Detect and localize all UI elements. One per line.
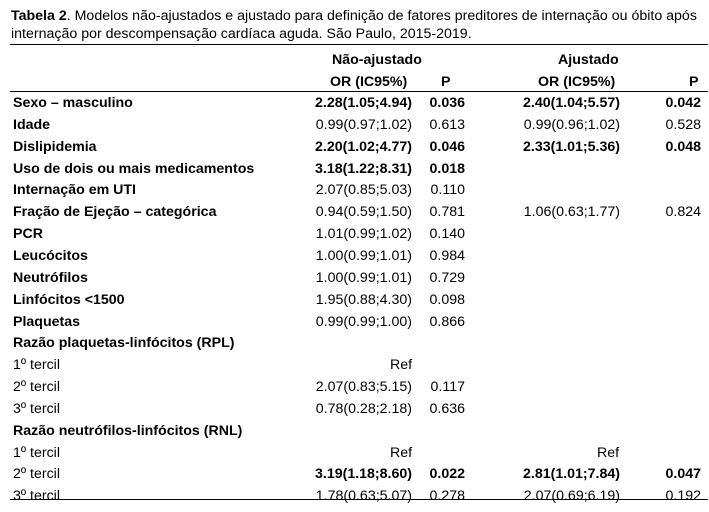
table-row [0, 223, 709, 245]
or-unadjusted: 2.07(0.83;5.15) [315, 379, 412, 396]
row-label: 1º tercil [13, 444, 60, 461]
p-unadjusted: 0.018 [429, 160, 465, 177]
header-p-unadjusted: P [441, 74, 451, 90]
row-label: 3º tercil [13, 400, 60, 417]
table-row [0, 201, 709, 223]
or-unadjusted: 0.99(0.99;1.00) [315, 313, 412, 330]
ref-unadjusted: Ref [390, 357, 413, 374]
or-adjusted: 2.40(1.04;5.57) [522, 95, 620, 111]
table-row [0, 92, 709, 114]
or-adjusted: 0.99(0.96;1.02) [523, 116, 620, 133]
or-unadjusted: 1.01(0.99;1.02) [315, 226, 412, 243]
row-label: Idade [13, 116, 51, 133]
or-unadjusted: 3.19(1.18;8.60) [314, 466, 412, 483]
table-row [0, 420, 709, 442]
p-unadjusted: 0.984 [429, 247, 465, 264]
row-label: Uso de dois ou mais medicamentos [13, 160, 255, 177]
header-row-columns [0, 71, 709, 93]
table-row [0, 354, 709, 376]
table-row [0, 245, 709, 267]
p-unadjusted: 0.098 [429, 291, 465, 308]
or-adjusted: 1.06(0.63;1.77) [523, 204, 620, 221]
top-rule [10, 44, 708, 45]
or-unadjusted: 3.18(1.22;8.31) [314, 160, 412, 177]
row-label: 2º tercil [13, 466, 60, 483]
or-unadjusted: 1.00(0.99;1.01) [315, 247, 412, 264]
row-label: PCR [13, 226, 43, 243]
header-unadjusted: Não-ajustado [332, 52, 422, 68]
p-unadjusted: 0.636 [429, 400, 465, 417]
row-label: Linfócitos <1500 [13, 291, 125, 308]
table-row [0, 442, 709, 464]
table-row [0, 289, 709, 311]
or-unadjusted: 1.78(0.63;5.07) [315, 488, 412, 505]
header-or-adjusted: OR (IC95%) [538, 74, 616, 90]
or-adjusted: 2.33(1.01;5.36) [522, 138, 620, 155]
table-row [0, 485, 709, 507]
ref-adjusted: Ref [597, 444, 620, 461]
or-adjusted: 2.81(1.01;7.84) [522, 466, 620, 483]
table-row [0, 114, 709, 136]
row-label: Plaquetas [13, 313, 81, 330]
table-row [0, 398, 709, 420]
p-unadjusted: 0.278 [429, 488, 465, 505]
p-unadjusted: 0.140 [429, 226, 465, 243]
row-label: 1º tercil [13, 357, 60, 374]
table-row [0, 158, 709, 180]
row-label: Razão neutrófilos-linfócitos (RNL) [13, 422, 243, 439]
p-unadjusted: 0.866 [429, 313, 465, 330]
header-adjusted: Ajustado [558, 52, 619, 68]
table-row [0, 267, 709, 289]
p-unadjusted: 0.046 [429, 138, 465, 155]
row-label: Leucócitos [13, 247, 88, 264]
header-or-unadjusted: OR (IC95%) [330, 74, 408, 90]
table-row [0, 179, 709, 201]
row-label: Dislipidemia [13, 138, 97, 155]
caption-label: Tabela 2 [11, 8, 67, 24]
p-adjusted: 0.528 [665, 116, 701, 133]
p-unadjusted: 0.613 [429, 116, 465, 133]
p-unadjusted: 0.036 [429, 95, 465, 111]
or-unadjusted: 1.00(0.99;1.01) [315, 269, 412, 286]
or-unadjusted: 0.78(0.28;2.18) [315, 400, 412, 417]
or-unadjusted: 0.94(0.59;1.50) [315, 204, 412, 221]
p-adjusted: 0.042 [665, 95, 701, 111]
table-row [0, 332, 709, 354]
table-row [0, 311, 709, 333]
bottom-rule [10, 499, 708, 500]
p-unadjusted: 0.781 [429, 204, 465, 221]
table-row [0, 376, 709, 398]
or-unadjusted: 0.99(0.97;1.02) [315, 116, 412, 133]
p-unadjusted: 0.729 [429, 269, 465, 286]
row-label: 2º tercil [13, 379, 60, 396]
p-adjusted: 0.824 [665, 204, 701, 221]
or-adjusted: 2.07(0.69;6.19) [523, 488, 620, 505]
p-unadjusted: 0.110 [430, 182, 465, 199]
p-adjusted: 0.192 [665, 488, 701, 505]
row-label: Sexo – masculino [13, 95, 133, 111]
caption-text: . Modelos não-ajustados e ajustado para definição de fatores preditores de internação ou óbito após internação por descompensação cardíaca aguda. São Paulo, 2015-2019. [11, 8, 697, 42]
row-label: Razão plaquetas-linfócitos (RPL) [13, 335, 235, 352]
or-unadjusted: 2.20(1.02;4.77) [314, 138, 412, 155]
p-adjusted: 0.047 [665, 466, 701, 483]
table-row [0, 136, 709, 158]
or-unadjusted: 2.28(1.05;4.94) [314, 95, 412, 111]
header-row-groups [0, 49, 709, 71]
row-label: 3º tercil [13, 488, 60, 505]
table-caption [11, 7, 701, 43]
row-label: Neutrófilos [13, 269, 88, 286]
ref-unadjusted: Ref [390, 444, 413, 461]
header-p-adjusted: P [689, 74, 699, 90]
or-unadjusted: 2.07(0.85;5.03) [315, 182, 412, 199]
row-label: Internação em UTI [13, 182, 136, 199]
row-label: Fração de Ejeção – categórica [13, 204, 217, 221]
p-unadjusted: 0.117 [430, 379, 465, 396]
or-unadjusted: 1.95(0.88;4.30) [315, 291, 412, 308]
p-adjusted: 0.048 [665, 138, 701, 155]
table-row [0, 463, 709, 485]
p-unadjusted: 0.022 [429, 466, 465, 483]
